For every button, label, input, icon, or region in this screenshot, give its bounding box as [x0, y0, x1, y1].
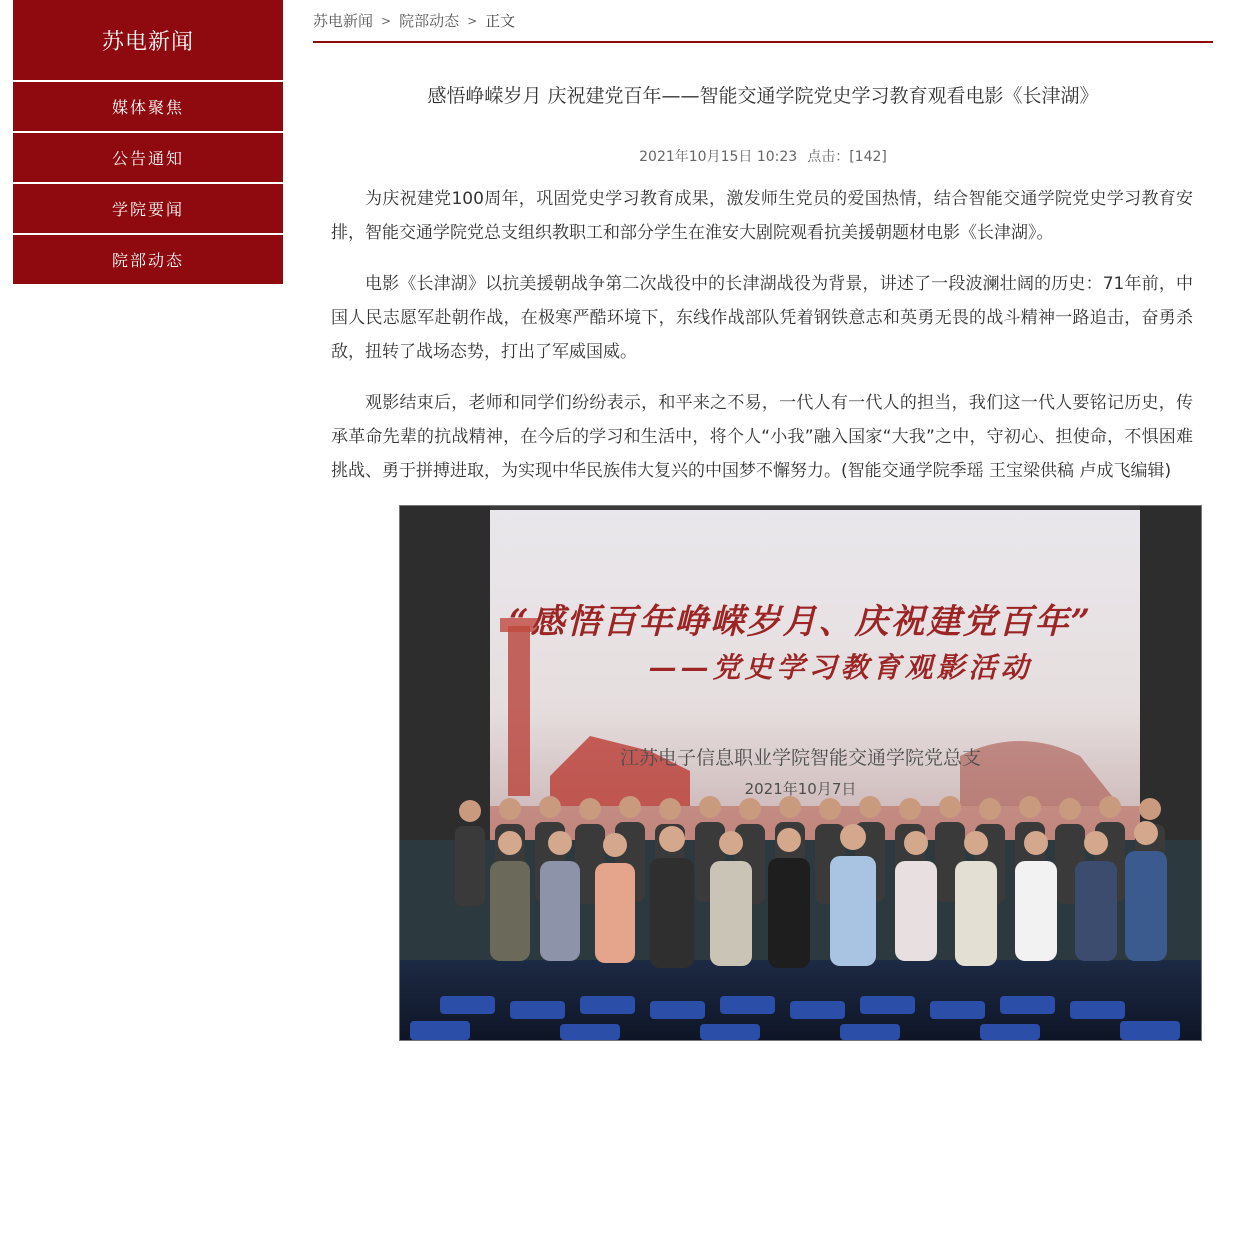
breadcrumb-section-link[interactable]: 院部动态: [399, 12, 460, 30]
sidebar-title: 苏电新闻: [13, 0, 283, 80]
main-content: [313, 0, 1213, 1041]
breadcrumb-current: 正文: [485, 12, 516, 30]
sidebar-item-department-news[interactable]: 院部动态: [13, 235, 283, 284]
photo-banner-line1: “感悟百年峥嵘岁月、庆祝建党百年”: [508, 602, 1093, 642]
sidebar-item-media-focus[interactable]: 媒体聚焦: [13, 82, 283, 131]
article-paragraph: 观影结束后，老师和同学们纷纷表示，和平来之不易，一代人有一代人的担当，我们这一代人要铭记历史，传承革命先辈的抗战精神，在今后的学习和生活中，将个人“小我”融入国家“大我”之中，守初心、担使命，不惧困难挑战、勇于拼搏进取，为实现中华民族伟大复兴的中国梦不懈努力。(智能交通学院季瑶 王宝梁供稿 卢成飞编辑): [331, 393, 1193, 481]
sidebar-item-college-news[interactable]: 学院要闻: [13, 184, 283, 233]
breadcrumb-home-link[interactable]: 苏电新闻: [313, 12, 374, 30]
article-photo: [399, 505, 1202, 1041]
sidebar: [13, 0, 283, 284]
article-paragraph: 电影《长津湖》以抗美援朝战争第二次战役中的长津湖战役为背景，讲述了一段波澜壮阔的历史：71年前，中国人民志愿军赴朝作战，在极寒严酷环境下，东线作战部队凭着钢铁意志和英勇无畏的战斗精神一路追击，奋勇杀敌，扭转了战场态势，打出了军威国威。: [331, 274, 1193, 362]
breadcrumb: [313, 0, 1213, 43]
photo-banner-line3: 江苏电子信息职业学院智能交通学院党总支: [619, 747, 981, 769]
article-body: [331, 182, 1193, 1041]
article-paragraph: 为庆祝建党100周年，巩固党史学习教育成果，激发师生党员的爱国热情，结合智能交通学院党史学习教育安排，智能交通学院党总支组织教职工和部分学生在淮安大剧院观看抗美援朝题材电影《长津湖》。: [331, 189, 1193, 243]
breadcrumb-separator: >: [381, 13, 392, 28]
article-title: 感悟峥嵘岁月 庆祝建党百年——智能交通学院党史学习教育观看电影《长津湖》: [427, 85, 1099, 107]
breadcrumb-separator: >: [467, 13, 478, 28]
article-meta: [313, 146, 1213, 166]
photo-banner-date: 2021年10月7日: [744, 780, 857, 798]
group-photo-illustration: [400, 506, 1201, 1040]
article-date: 2021年10月15日 10:23: [639, 149, 798, 165]
article-click-count: 点击：[142]: [807, 149, 887, 165]
photo-banner-line2: ——党史学习教育观影活动: [648, 651, 1033, 684]
sidebar-item-announcements[interactable]: 公告通知: [13, 133, 283, 182]
